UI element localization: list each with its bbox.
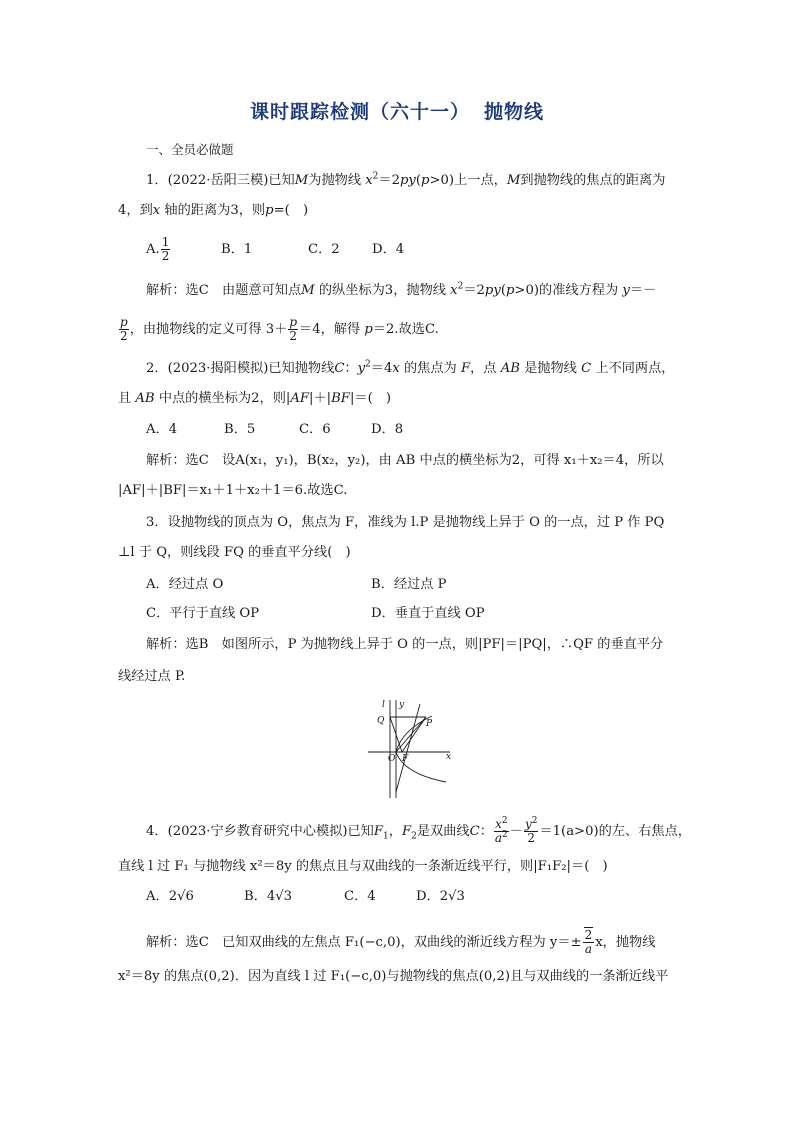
q2-option-d: D．8	[371, 422, 404, 437]
q1-line2: 4，到x 轴的距离为3，则p=( )	[118, 203, 309, 218]
q3-option-b: B．经过点 P	[371, 577, 447, 592]
q4-option-b: B．4√3	[244, 889, 293, 904]
segment-op	[396, 717, 426, 752]
q3-solution-line2: 线经过点 P.	[118, 669, 186, 684]
label-f: F	[402, 754, 409, 764]
q4-line2: 直线 l 过 F₁ 与抛物线 x²＝8y 的焦点且与双曲线的一条渐近线平行，则|F₁F₂|＝( )	[118, 859, 608, 874]
q3-option-c: C．平行于直线 OP	[146, 606, 260, 621]
title-sub: 抛物线	[484, 101, 545, 123]
q4-option-d: D．2√3	[416, 889, 465, 904]
label-l: l	[382, 700, 385, 710]
q1-option-d: D．4	[372, 242, 405, 257]
q1-solution-line2: $\frac{p}{2}$ ，由抛物线的定义可得 3＋ $\frac{p}{2}$ ＝4，解得 p＝2.故选C.	[120, 315, 439, 343]
q2-line1: 2．(2023·揭阳模拟)已知抛物线C：$y^2=4x$ 的焦点为 F，点 AB 是抛物线 C 上不同两点，	[146, 359, 675, 376]
q2-option-c: C．6	[299, 422, 331, 437]
parabola-figure	[362, 696, 462, 802]
q4-option-a: A．2√6	[146, 889, 194, 904]
q1-line1: 1．(2022·岳阳三模)已知M为抛物线 $x^2=2py(p>0)$上一点，M到抛物线的焦点的距离为	[146, 171, 666, 188]
label-y: y	[399, 700, 405, 710]
label-o: O	[388, 754, 396, 764]
q1-option-c: C．2	[308, 242, 340, 257]
q2-solution-line2: |AF|＋|BF|＝x₁＋1＋x₂＋1＝6.故选C.	[118, 483, 348, 498]
page-title	[0, 97, 794, 124]
q4-option-c: C．4	[344, 889, 376, 904]
q1-solution-line1: 解析：选C 由题意可知点M 的纵坐标为3，抛物线 $x^2=2py(p>0)$的准线方程为 y＝－	[146, 281, 657, 298]
q2-option-b: B．5	[224, 422, 256, 437]
title-main: 课时跟踪检测（六十一）	[249, 101, 470, 123]
q4-solution-line2: x²＝8y 的焦点(0,2)．因为直线 l 过 F₁(−c,0)与抛物线的焦点(0,2)且与双曲线的一条渐近线平	[118, 969, 669, 984]
q3-line2: ⊥l 于 Q，则线段 FQ 的垂直平分线( )	[118, 545, 351, 560]
q3-option-d: D．垂直于直线 OP	[371, 606, 485, 621]
label-x: x	[446, 752, 452, 762]
q1-option-b: B．1	[221, 242, 253, 257]
label-q: Q	[377, 716, 385, 726]
q3-line1: 3．设抛物线的顶点为 O，焦点为 F，准线为 l.P 是抛物线上异于 O 的一点，过 P 作 PQ	[146, 515, 665, 530]
q1-option-a: A. $\frac{1}{2}$	[146, 235, 170, 263]
section-heading: 一、全员必做题	[146, 142, 234, 157]
q4-line1: 4．(2023·宁乡教育研究中心模拟)已知$F_1$，$F_2$是双曲线C： $\frac{x^2}{a^2}$ － $\frac{y^2}{2}$ ＝1(a>0)的左、右焦点，	[146, 816, 691, 845]
q4-solution-line1: 解析：选C 已知双曲线的左焦点 F₁(−c,0)，双曲线的渐近线方程为 y＝± $\frac{2}{a}$ x，抛物线	[146, 928, 656, 956]
q2-option-a: A．4	[146, 422, 178, 437]
label-p: P	[426, 719, 433, 729]
q2-line2: 且 AB 中点的横坐标为2，则|AF|＋|BF|＝( )	[118, 391, 392, 406]
q3-option-a: A．经过点 O	[146, 577, 224, 592]
q3-solution-line1: 解析：选B 如图所示，P 为抛物线上异于 O 的一点，则|PF|＝|PQ|，∴QF 的垂直平分	[146, 637, 664, 652]
q2-solution-line1: 解析：选C 设A(x₁，y₁)，B(x₂，y₂)，由 AB 中点的横坐标为2，可得 x₁＋x₂＝4，所以	[146, 453, 664, 468]
